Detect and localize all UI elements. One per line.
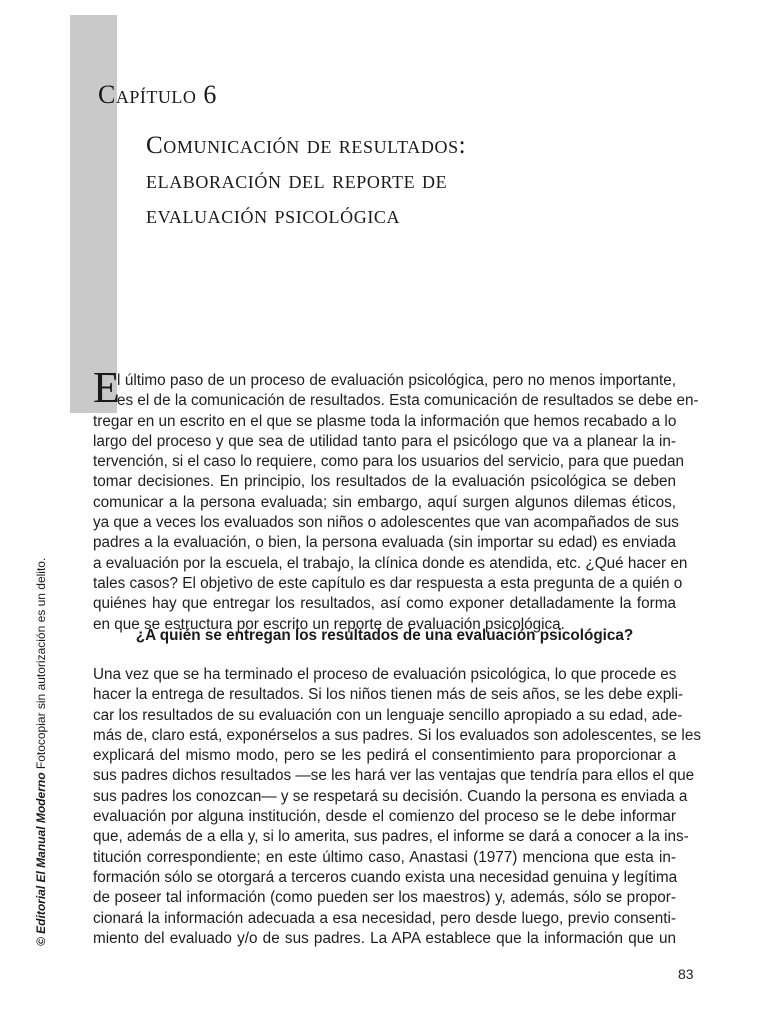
chapter-label: Capítulo 6 [98, 80, 217, 109]
paragraph-line: tervención, si el caso lo requiere, como para los usuarios del servicio, para que puedan [93, 453, 684, 471]
intro-paragraph [93, 371, 699, 635]
paragraph-line: formación sólo se otorgará a terceros cuando exista una necesidad genuina y legítima [93, 868, 678, 886]
paragraph-line: hacer la entrega de resultados. Si los niños tienen más de seis años, se les debe expli- [93, 686, 684, 704]
copyright-text: Fotocopiar sin autorización es un delito. [34, 557, 48, 773]
page-number: 83 [678, 966, 694, 982]
chapter-title-line: Comunicación de resultados: [146, 132, 467, 159]
paragraph-line: evaluación por alguna institución, desde el comienzo del proceso se le debe informar [93, 808, 676, 826]
paragraph-line: padres a la evaluación, o bien, la persona evaluada (sin importar su edad) es enviada [93, 534, 676, 552]
paragraph-line: explicará del mismo modo, pero se les pedirá el consentimiento para proporcionar a [93, 747, 676, 765]
paragraph-line: largo del proceso y que sea de utilidad tanto para el psicólogo que va a planear la in- [93, 432, 676, 450]
chapter-side-bar [70, 15, 117, 413]
paragraph-line: car los resultados de su evaluación con un lenguaje sencillo apropiado a su edad, ade- [93, 706, 683, 724]
paragraph-line: de poseer tal información (como pueden ser los maestros) y, además, sólo se propor- [93, 889, 676, 907]
paragraph-line: es el de la comunicación de resultados. Esta comunicación de resultados se debe en- [117, 392, 699, 410]
chapter-title-line: elaboración del reporte de [146, 167, 448, 194]
section-heading: ¿A quién se entregan los resultados de una evaluación psicológica? [135, 627, 634, 644]
paragraph-line: en que se estructura por escrito un reporte de evaluación psicológica. [93, 615, 565, 633]
paragraph-line: tomar decisiones. En principio, los resultados de la evaluación psicológica se deben [93, 473, 676, 491]
paragraph-line: cionará la información adecuada a esa necesidad, pero desde luego, previo consenti- [93, 909, 676, 927]
paragraph-line: miento del evaluado y/o de sus padres. La APA establece que la información que un [93, 929, 676, 947]
copyright-publisher: © Editorial El Manual Moderno [34, 772, 48, 946]
paragraph-line: a evaluación por la escuela, el trabajo, la clínica donde es atendida, etc. ¿Qué hacer en [93, 554, 688, 572]
chapter-title-line: evaluación psicológica [146, 202, 401, 229]
paragraph-line: l último paso de un proceso de evaluación psicológica, pero no menos importante, [117, 372, 676, 389]
copyright-notice [34, 558, 48, 946]
paragraph-line: comunicar a la persona evaluada; sin embargo, aquí surgen algunos dilemas éticos, [93, 493, 676, 511]
paragraph-line: sus padres los conozcan— y se respetará su decisión. Cuando la persona es enviada a [93, 787, 688, 805]
paragraph-line: ya que a veces los evaluados son niños o adolescentes que van acompañados de sus [93, 514, 679, 532]
paragraph-line: quiénes hay que entregar los resultados, así como exponer detalladamente la forma [93, 595, 676, 613]
section-paragraph [93, 665, 701, 949]
paragraph-line: tregar en un escrito en el que se plasme toda la información que hemos recabado a lo [93, 412, 677, 430]
paragraph-line: más de, claro está, exponérselos a sus padres. Si los evaluados son adolescentes, se les [93, 726, 701, 744]
chapter-title [146, 128, 706, 233]
drop-cap: E [93, 363, 120, 412]
paragraph-line: titución correspondiente; en este último caso, Anastasi (1977) menciona que esta in- [93, 848, 676, 866]
paragraph-line: tales casos? El objetivo de este capítulo es dar respuesta a esta pregunta de a quién o [93, 574, 683, 592]
paragraph-line: que, además de a ella y, si lo amerita, sus padres, el informe se dará a conocer a la ins- [93, 828, 689, 846]
paragraph-line: Una vez que se ha terminado el proceso de evaluación psicológica, lo que procede es [93, 666, 677, 683]
paragraph-line: sus padres dichos resultados —se les hará ver las ventajas que tendría para ellos el que [93, 767, 695, 785]
